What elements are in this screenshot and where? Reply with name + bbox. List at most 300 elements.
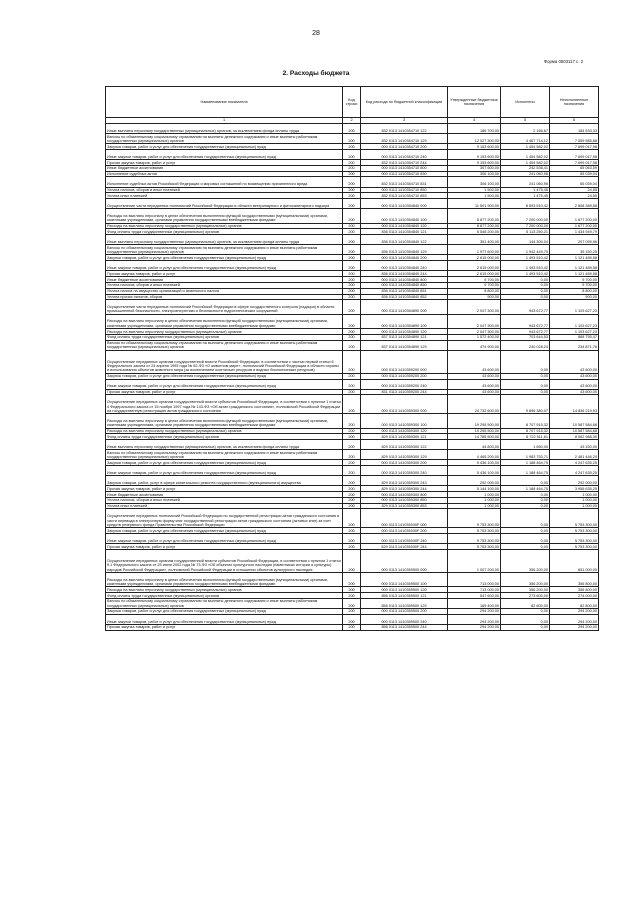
- row-code: 200: [343, 428, 361, 434]
- row-approved: 19 295 500,00: [448, 414, 501, 428]
- table-row: [106, 350, 599, 373]
- row-approved: 43 600,00: [448, 389, 501, 395]
- row-code: 200: [343, 261, 361, 271]
- row-executed: 8 693 510,42: [501, 199, 550, 209]
- row-unexecuted: 1 121 489,58: [550, 271, 599, 277]
- row-classification-code: 829 0113 1410359300 243: [361, 476, 448, 486]
- row-approved: 165 400,00: [448, 598, 501, 608]
- row-classification-code: 000 0113 1410354890 120: [361, 329, 448, 335]
- row-approved: 900,00: [448, 294, 501, 300]
- row-classification-code: 836 0113 1410354840 244: [361, 271, 448, 277]
- row-unexecuted: 4 247 635,25: [550, 466, 599, 476]
- row-code: 200: [343, 503, 361, 509]
- row-unexecuted: 868 755,47: [550, 334, 599, 340]
- row-code: 200: [343, 476, 361, 486]
- row-approved: 292 000,00: [448, 476, 501, 486]
- row-unexecuted: 1 000,00: [550, 503, 599, 509]
- row-classification-code: 000 0113 1410359500 200: [361, 608, 448, 614]
- row-executed: 1 454 582,02: [501, 144, 550, 150]
- table-row: [106, 476, 599, 486]
- row-executed: 943 672,77: [501, 329, 550, 335]
- row-code: 200: [343, 614, 361, 624]
- row-approved: 6 548 200,00: [448, 229, 501, 235]
- row-indicator-name: Прочая закупка товаров, работ и услуг: [106, 624, 343, 630]
- row-approved: 5 753 300,00: [448, 533, 501, 543]
- row-approved: 1 977 600,00: [448, 245, 501, 255]
- row-classification-code: 836 0113 1410354840 852: [361, 294, 448, 300]
- row-indicator-name: Осуществление переданных органам государственной власти Российской Федерации, в соответствии с частью первой статьи 6 Федерального закона от 24 апреля 1995 года № 52-ФЗ «О животном мире», полномочий Российской Федерации в области охраны и использования объектов животного мира (за исключением охотничьих ресурсов и водных биологических ресурсов): [106, 350, 343, 373]
- row-code: 200: [343, 440, 361, 450]
- table-row: [106, 245, 599, 255]
- row-executed: 5 113 250,21: [501, 229, 550, 235]
- row-unexecuted: 7 559 585,88: [550, 134, 599, 144]
- row-unexecuted: 5 753 300,00: [550, 528, 599, 534]
- row-code: 200: [343, 450, 361, 460]
- row-unexecuted: 2 481 446,29: [550, 450, 599, 460]
- row-code: 200: [343, 544, 361, 550]
- row-code: 200: [343, 379, 361, 389]
- row-executed: 1 188 464,75: [501, 466, 550, 476]
- row-code: 200: [343, 165, 361, 171]
- header-approved: Утвержденные бюджетные назначения: [448, 87, 501, 118]
- header-unexecuted: Неисполненные назначения: [550, 87, 599, 118]
- table-row: [106, 440, 599, 450]
- table-row: [106, 614, 599, 624]
- row-indicator-name: Прочая закупка товаров, работ и услуг: [106, 544, 343, 550]
- row-approved: 1 000,00: [448, 497, 501, 503]
- row-approved: 43 600,00: [448, 379, 501, 389]
- row-executed: 2 166,67: [501, 124, 550, 134]
- row-code: 200: [343, 395, 361, 414]
- row-indicator-name: Расходы на выплаты персоналу в целях обеспечения выполнения функций государственными (муниципальными) органами, казенными учреждениями, органами управления государственными внебюджетными фондами: [106, 414, 343, 428]
- row-indicator-name: Закупка товаров, работ и услуг для обеспечения государственных (муниципальных) нужд: [106, 528, 343, 534]
- row-approved: 1 007 200,00: [448, 549, 501, 572]
- row-indicator-name: Уплата прочих налогов, сборов: [106, 294, 343, 300]
- row-indicator-name: Расходы на выплаты персоналу государственных (муниципальных) органов: [106, 428, 343, 434]
- row-classification-code: 000 0113 1410359200 200: [361, 373, 448, 379]
- row-unexecuted: 234 871,76: [550, 340, 599, 350]
- row-unexecuted: 274 000,00: [550, 593, 599, 599]
- row-executed: 8 707 915,32: [501, 428, 550, 434]
- row-indicator-name: Иные закупки товаров, работ и услуг для обеспечения государственных (муниципальных) нужд: [106, 533, 343, 543]
- row-code: 200: [343, 587, 361, 593]
- row-executed: 1 475,45: [501, 193, 550, 199]
- row-approved: 8 800,00: [448, 288, 501, 294]
- row-classification-code: 836 0113 1410354840 121: [361, 229, 448, 235]
- row-unexecuted: 43 150,00: [550, 440, 599, 450]
- row-indicator-name: Уплата иных платежей: [106, 503, 343, 509]
- row-unexecuted: 43 600,00: [550, 350, 599, 373]
- table-row: [106, 134, 599, 144]
- row-indicator-name: Осуществление части переданных полномочий Российской Федерации в сфере государственного контроля (надзора) в области промышленной безопасности, электроэнергетики и безопасности гидротехнических сооружений: [106, 300, 343, 314]
- row-approved: 1 500,00: [448, 187, 501, 193]
- row-unexecuted: 1 121 489,58: [550, 255, 599, 261]
- row-unexecuted: 1 677 200,00: [550, 223, 599, 229]
- row-approved: 2 615 000,00: [448, 255, 501, 261]
- row-unexecuted: 294 200,00: [550, 608, 599, 614]
- row-unexecuted: 7 699 017,98: [550, 160, 599, 166]
- row-code: 200: [343, 300, 361, 314]
- row-code: 200: [343, 593, 361, 599]
- row-approved: 1 500,00: [448, 193, 501, 199]
- expenditure-table: [105, 86, 599, 631]
- row-classification-code: 000 0113 1410354710 830: [361, 171, 448, 177]
- table-row: [106, 199, 599, 209]
- row-classification-code: 829 0113 1410359300 121: [361, 434, 448, 440]
- row-code: 200: [343, 509, 361, 528]
- row-unexecuted: 651 000,00: [550, 549, 599, 572]
- row-executed: 703 644,53: [501, 334, 550, 340]
- row-approved: 5 753 300,00: [448, 509, 501, 528]
- row-classification-code: 000 0113 1410354840 100: [361, 209, 448, 223]
- row-approved: 43 600,00: [448, 373, 501, 379]
- row-approved: 19 295 500,00: [448, 428, 501, 434]
- row-unexecuted: 14 836 219,93: [550, 395, 599, 414]
- row-approved: 11 501 900,00: [448, 199, 501, 209]
- row-unexecuted: 3 955 635,25: [550, 486, 599, 492]
- row-approved: 1 572 400,00: [448, 334, 501, 340]
- row-code: 200: [343, 389, 361, 395]
- row-unexecuted: 43 600,00: [550, 373, 599, 379]
- row-code: 200: [343, 334, 361, 340]
- row-classification-code: 829 0113 1410359300 853: [361, 503, 448, 509]
- row-indicator-name: Уплата налога на имущество организаций и земельного налога: [106, 288, 343, 294]
- row-executed: 1 188 464,75: [501, 460, 550, 466]
- row-classification-code: 000 0113 1410354840 120: [361, 223, 448, 229]
- row-approved: 5 753 300,00: [448, 528, 501, 534]
- header-index-cell: 3: [361, 118, 448, 124]
- row-executed: 240 028,24: [501, 340, 550, 350]
- row-unexecuted: 5 753 300,00: [550, 544, 599, 550]
- row-code: 200: [343, 223, 361, 229]
- row-code: 200: [343, 340, 361, 350]
- row-indicator-name: Прочая закупка товаров, работ и услуг: [106, 271, 343, 277]
- row-indicator-name: Фонд оплаты труда государственных (муниципальных) органов: [106, 434, 343, 440]
- row-approved: 306 100,00: [448, 177, 501, 187]
- row-executed: 0,00: [501, 294, 550, 300]
- row-unexecuted: 5 753 300,00: [550, 509, 599, 528]
- row-classification-code: 837 0113 1410354890 129: [361, 340, 448, 350]
- row-classification-code: 000 0113 1410359200 000: [361, 350, 448, 373]
- row-code: 200: [343, 414, 361, 428]
- row-unexecuted: 2 808 389,58: [550, 199, 599, 209]
- row-approved: 306 100,00: [448, 171, 501, 177]
- row-code: 200: [343, 177, 361, 187]
- row-indicator-name: Прочая закупка товаров, работ и услуг: [106, 486, 343, 492]
- row-classification-code: 856 0113 1410359500 129: [361, 598, 448, 608]
- row-classification-code: 000 0113 1410354890 100: [361, 314, 448, 328]
- row-approved: 8 877 200,00: [448, 209, 501, 223]
- row-classification-code: 000 0113 1410354710 240: [361, 149, 448, 159]
- row-code: 200: [343, 497, 361, 503]
- row-executed: 0,00: [501, 492, 550, 498]
- row-code: 200: [343, 350, 361, 373]
- row-indicator-name: Иные закупки товаров, работ и услуг для обеспечения государственных (муниципальных) нужд: [106, 261, 343, 271]
- row-classification-code: 836 0113 1410354840 122: [361, 235, 448, 245]
- row-unexecuted: 294 200,00: [550, 624, 599, 630]
- row-indicator-name: Иные бюджетные ассигнования: [106, 165, 343, 171]
- row-executed: 0,00: [501, 282, 550, 288]
- row-approved: 9 153 600,00: [448, 144, 501, 150]
- row-indicator-name: Закупка товаров, работ и услуг для обеспечения государственных (муниципальных) нужд: [106, 373, 343, 379]
- row-classification-code: 000 0113 1410354710 850: [361, 187, 448, 193]
- row-executed: 0,00: [501, 533, 550, 543]
- row-unexecuted: 1 000,00: [550, 497, 599, 503]
- row-classification-code: 829 0113 1410359300 244: [361, 486, 448, 492]
- row-indicator-name: Прочая закупка товаров, работ и услуг: [106, 160, 343, 166]
- row-executed: 241 060,96: [501, 171, 550, 177]
- row-approved: 294 200,00: [448, 624, 501, 630]
- table-row: [106, 414, 599, 428]
- row-indicator-name: Иные закупки товаров, работ и услуг для обеспечения государственных (муниципальных) нужд: [106, 149, 343, 159]
- row-approved: 307 600,00: [448, 165, 501, 171]
- row-unexecuted: 184 533,33: [550, 124, 599, 134]
- row-approved: 9 700,00: [448, 277, 501, 283]
- row-indicator-name: Иные бюджетные ассигнования: [106, 277, 343, 283]
- row-indicator-name: Иные закупки товаров, работ и услуг для обеспечения государственных (муниципальных) нужд: [106, 379, 343, 389]
- row-classification-code: 000 0113 1410354890 000: [361, 300, 448, 314]
- row-executed: 0,00: [501, 350, 550, 373]
- row-unexecuted: 294 200,00: [550, 614, 599, 624]
- table-row: [106, 261, 599, 271]
- row-indicator-name: Уплата налогов, сборов и иных платежей: [106, 282, 343, 288]
- row-code: 200: [343, 294, 361, 300]
- table-row: [106, 209, 599, 223]
- row-unexecuted: 1 000,00: [550, 492, 599, 498]
- row-approved: 8 877 200,00: [448, 223, 501, 229]
- row-classification-code: 000 0113 1410359500 000: [361, 549, 448, 572]
- row-approved: 713 000,00: [448, 572, 501, 586]
- row-executed: 0,00: [501, 497, 550, 503]
- header-classification-code: Код расхода по бюджетной классификации: [361, 87, 448, 118]
- row-code: 200: [343, 549, 361, 572]
- row-indicator-name: Закупка товаров, работ и услуг для обеспечения государственных (муниципальных) нужд: [106, 460, 343, 466]
- row-indicator-name: Взносы по обязательному социальному страхованию на выплаты денежного содержания и иные выплаты работникам государственных (муниципальных) органов: [106, 245, 343, 255]
- row-code: 200: [343, 533, 361, 543]
- table-row: [106, 340, 599, 350]
- row-executed: 144 300,04: [501, 235, 550, 245]
- row-unexecuted: 1 103 627,23: [550, 329, 599, 335]
- row-executed: 8 707 915,32: [501, 414, 550, 428]
- row-code: 200: [343, 486, 361, 492]
- row-unexecuted: 8 062 988,39: [550, 434, 599, 440]
- table-row: [106, 450, 599, 460]
- row-classification-code: 836 0113 1410354840 129: [361, 245, 448, 255]
- header-index-cell: 2: [343, 118, 361, 124]
- table-row: [106, 466, 599, 476]
- row-approved: 2 047 300,00: [448, 314, 501, 328]
- row-indicator-name: Осуществление переданных органам государственной власти субъектов Российской Федерации, в соответствии с пунктом 1 статьи 4 Федерального закона от 15 ноября 1997 года № 143-ФЗ «Об актах гражданского состояния», полномочий Российской Федерации на государственную регистрацию актов гражданского состояния: [106, 395, 343, 414]
- row-classification-code: 000 0113 1410359300 000: [361, 395, 448, 414]
- row-indicator-name: Фонд оплаты труда государственных (муниципальных) органов: [106, 334, 343, 340]
- row-executed: 943 672,77: [501, 300, 550, 314]
- row-classification-code: 856 0113 1410359500 244: [361, 624, 448, 630]
- row-indicator-name: Расходы на выплаты персоналу в целях обеспечения выполнения функций государственными (муниципальными) органами, казенными учреждениями, органами управления государственными внебюджетными фондами: [106, 209, 343, 223]
- row-indicator-name: Уплата налогов, сборов и иных платежей: [106, 187, 343, 193]
- row-approved: 351 400,00: [448, 235, 501, 245]
- row-classification-code: 000 0113 1410354710 200: [361, 144, 448, 150]
- row-classification-code: 832 0113 1410354710 129: [361, 134, 448, 144]
- row-executed: 0,00: [501, 608, 550, 614]
- row-indicator-name: Взносы по обязательному социальному страхованию на выплаты денежного содержания и иные выплаты работникам государственных (муниципальных) органов: [106, 134, 343, 144]
- row-classification-code: 000 0113 1410359200 240: [361, 379, 448, 389]
- row-indicator-name: Уплата иных платежей: [106, 193, 343, 199]
- row-indicator-name: Взносы по обязательному социальному страхованию на выплаты денежного содержания и иные выплаты работникам государственных (муниципальных) органов: [106, 340, 343, 350]
- table-row: [106, 572, 599, 586]
- row-executed: 4 467 714,12: [501, 134, 550, 144]
- row-executed: 0,00: [501, 277, 550, 283]
- row-indicator-name: Иные бюджетные ассигнования: [106, 492, 343, 498]
- row-executed: 0,00: [501, 624, 550, 630]
- table-row: [106, 598, 599, 608]
- row-executed: 7 200 000,00: [501, 223, 550, 229]
- row-indicator-name: Взносы по обязательному социальному страхованию на выплаты денежного содержания и иные выплаты работникам государственных (муниципальных) органов: [106, 450, 343, 460]
- row-classification-code: 829 0113 141035930F 244: [361, 544, 448, 550]
- row-approved: 294 200,00: [448, 608, 501, 614]
- row-unexecuted: 1 434 949,79: [550, 229, 599, 235]
- row-executed: 0,00: [501, 509, 550, 528]
- table-body: [106, 124, 599, 631]
- row-classification-code: 000 0113 1410354710 800: [361, 165, 448, 171]
- row-approved: 9 153 600,00: [448, 160, 501, 166]
- row-approved: 5 144 100,00: [448, 486, 501, 492]
- row-code: 200: [343, 229, 361, 235]
- row-executed: 0,00: [501, 389, 550, 395]
- row-indicator-name: Иные выплаты персоналу государственных (муниципальных) органов, за исключением фонда оплаты труда: [106, 124, 343, 134]
- row-code: 200: [343, 373, 361, 379]
- row-indicator-name: Прочая закупка товаров, работ и услуг: [106, 389, 343, 395]
- row-indicator-name: Иные выплаты персоналу государственных (муниципальных) органов, за исключением фонда оплаты труда: [106, 235, 343, 245]
- row-approved: 2 047 300,00: [448, 329, 501, 335]
- row-executed: 1 493 510,42: [501, 261, 550, 271]
- row-indicator-name: Закупка товаров, работ и услуг для обеспечения государственных (муниципальных) нужд: [106, 144, 343, 150]
- row-unexecuted: 9 700,00: [550, 282, 599, 288]
- row-unexecuted: 10 587 584,68: [550, 414, 599, 428]
- row-indicator-name: Расходы на выплаты персоналу в целях обеспечения выполнения функций государственными (муниципальными) органами, казенными учреждениями, органами управления государственными внебюджетными фондами: [106, 314, 343, 328]
- row-approved: 1 000,00: [448, 503, 501, 509]
- row-unexecuted: 356 800,00: [550, 572, 599, 586]
- row-code: 200: [343, 245, 361, 255]
- header-row-code: Код строки: [343, 87, 361, 118]
- row-classification-code: 000 0113 1410359300 120: [361, 428, 448, 434]
- row-unexecuted: 292 000,00: [550, 476, 599, 486]
- row-indicator-name: Фонд оплаты труда государственных (муниципальных) органов: [106, 593, 343, 599]
- row-classification-code: 832 0113 1410354710 244: [361, 160, 448, 166]
- row-classification-code: 000 0113 141035930F 200: [361, 528, 448, 534]
- table-row: [106, 235, 599, 245]
- row-unexecuted: 43 600,00: [550, 389, 599, 395]
- row-unexecuted: 10 587 584,68: [550, 428, 599, 434]
- row-code: 200: [343, 624, 361, 630]
- row-approved: 43 600,00: [448, 350, 501, 373]
- row-indicator-name: Иные закупки товаров, работ и услуг для обеспечения государственных (муниципальных) нужд: [106, 614, 343, 624]
- row-unexecuted: 35 150,25: [550, 245, 599, 255]
- row-executed: 356 200,00: [501, 549, 550, 572]
- row-classification-code: 829 0113 1410359300 122: [361, 440, 448, 450]
- row-executed: 82 600,00: [501, 598, 550, 608]
- row-classification-code: 000 0113 1410359300 800: [361, 492, 448, 498]
- row-unexecuted: 7 699 017,98: [550, 144, 599, 150]
- row-approved: 713 000,00: [448, 587, 501, 593]
- row-unexecuted: 65 039,04: [550, 171, 599, 177]
- row-classification-code: 000 0113 1410354840 800: [361, 277, 448, 283]
- row-code: 200: [343, 235, 361, 245]
- row-unexecuted: 4 247 635,25: [550, 460, 599, 466]
- row-executed: 1 454 582,02: [501, 149, 550, 159]
- row-code: 200: [343, 466, 361, 476]
- row-approved: 1 000,00: [448, 492, 501, 498]
- row-approved: 4 465 200,00: [448, 450, 501, 460]
- table-row: [106, 549, 599, 572]
- row-code: 200: [343, 144, 361, 150]
- row-approved: 2 615 000,00: [448, 261, 501, 271]
- row-indicator-name: Осуществление части переданных полномочий Российской Федерации в области ветеринарного и фитосанитарного надзора: [106, 199, 343, 209]
- header-index-cell: 5: [501, 118, 550, 124]
- row-unexecuted: 82 800,00: [550, 598, 599, 608]
- row-code: 200: [343, 187, 361, 193]
- row-executed: 242 536,41: [501, 165, 550, 171]
- row-executed: 943 672,77: [501, 314, 550, 328]
- table-row: [106, 624, 599, 630]
- row-approved: 2 047 300,00: [448, 300, 501, 314]
- row-classification-code: 837 0113 1410354890 121: [361, 334, 448, 340]
- row-code: 200: [343, 608, 361, 614]
- table-row: [106, 124, 599, 134]
- row-approved: 294 200,00: [448, 614, 501, 624]
- row-code: 200: [343, 160, 361, 166]
- row-classification-code: 000 0113 1410359300 240: [361, 466, 448, 476]
- row-executed: 7 200 000,00: [501, 209, 550, 223]
- row-classification-code: 836 0113 1410354840 851: [361, 288, 448, 294]
- row-code: 200: [343, 193, 361, 199]
- row-executed: 0,00: [501, 503, 550, 509]
- row-unexecuted: 207 099,96: [550, 235, 599, 245]
- row-code: 200: [343, 209, 361, 223]
- row-executed: 0,00: [501, 614, 550, 624]
- row-executed: 0,00: [501, 528, 550, 534]
- row-classification-code: 000 0113 141035930F 240: [361, 533, 448, 543]
- row-classification-code: 000 0113 1410359300 200: [361, 460, 448, 466]
- row-approved: 9 700,00: [448, 282, 501, 288]
- row-indicator-name: Исполнение судебных актов Российской Федерации и мировых соглашений по возмещению причиненного вреда: [106, 177, 343, 187]
- row-unexecuted: 65 063,59: [550, 165, 599, 171]
- row-unexecuted: 1 103 627,23: [550, 314, 599, 328]
- row-code: 200: [343, 598, 361, 608]
- row-executed: 1 493 510,42: [501, 271, 550, 277]
- row-unexecuted: 1 103 627,23: [550, 300, 599, 314]
- row-indicator-name: Уплата налогов, сборов и иных платежей: [106, 497, 343, 503]
- row-code: 200: [343, 171, 361, 177]
- table-row: [106, 177, 599, 187]
- row-code: 200: [343, 460, 361, 466]
- row-indicator-name: Расходы на выплаты персоналу в целях обеспечения выполнения функций государственными (муниципальными) органами, казенными учреждениями, органами управления государственными внебюджетными фондами: [106, 572, 343, 586]
- row-executed: 0,00: [501, 288, 550, 294]
- row-approved: 2 615 000,00: [448, 271, 501, 277]
- row-executed: 1 475,45: [501, 187, 550, 193]
- row-indicator-name: Осуществление переданных полномочий Российской Федерации по государственной регистрации актов гражданского состояния в части перевода в электронную форму книг государственной регистрации актов гражданского состояния (актовых книг) за счет средств резервного фонда Правительства Российской Федерации: [106, 509, 343, 528]
- row-unexecuted: 1 121 489,58: [550, 261, 599, 271]
- header-index-cell: 1: [106, 118, 343, 124]
- row-executed: 1 942 449,75: [501, 245, 550, 255]
- table-row: [106, 149, 599, 159]
- form-label: Форма 0503117 с. 2: [543, 59, 583, 64]
- row-unexecuted: 24,55: [550, 187, 599, 193]
- row-unexecuted: 65 039,04: [550, 177, 599, 187]
- row-approved: 5 436 100,00: [448, 460, 501, 466]
- row-code: 200: [343, 528, 361, 534]
- row-classification-code: 856 0113 1410359500 121: [361, 593, 448, 599]
- row-classification-code: 000 0113 1410359300 100: [361, 414, 448, 428]
